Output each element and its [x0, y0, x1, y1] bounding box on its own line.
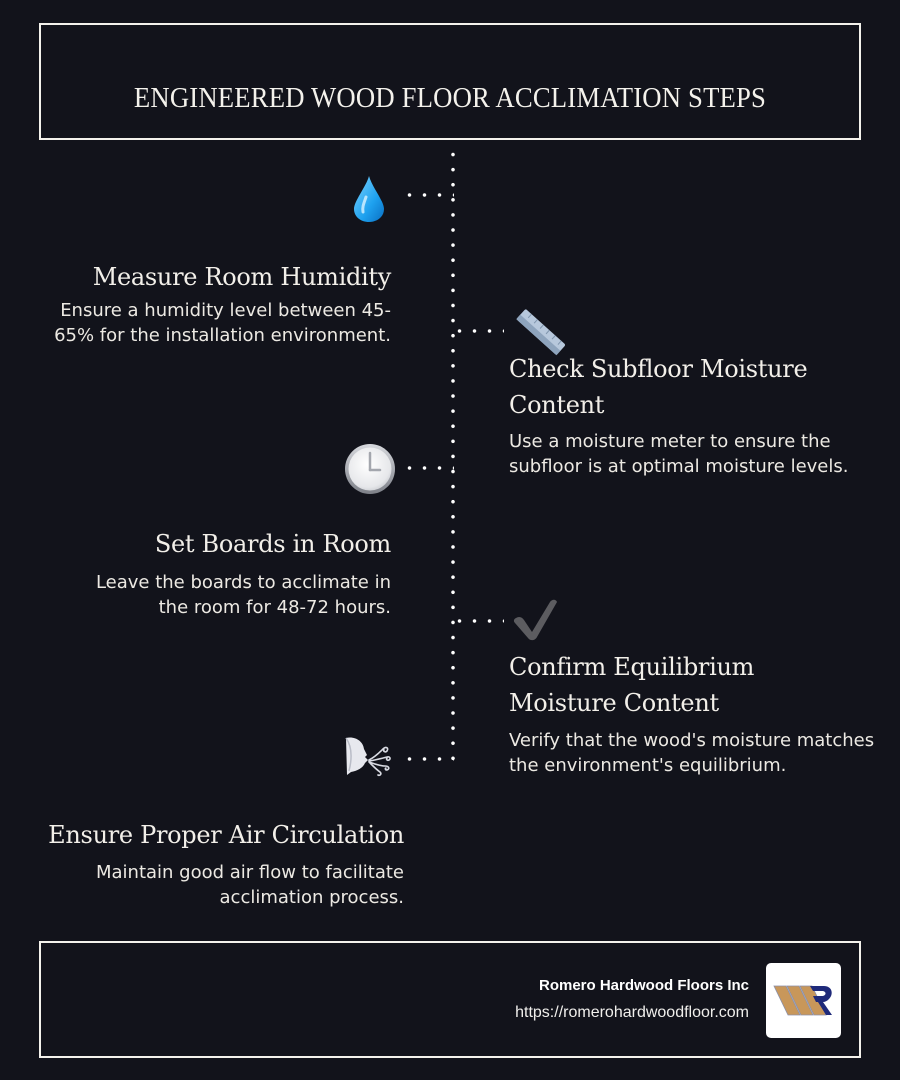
- checkmark-icon: [510, 596, 562, 642]
- step-3-description-line-2: the room for 48-72 hours.: [158, 597, 391, 618]
- timeline-dotted-line: [451, 147, 455, 762]
- step-2-description-line-1: Use a moisture meter to ensure the: [509, 431, 831, 452]
- step-3-description-line-1: Leave the boards to acclimate in: [95, 572, 391, 593]
- step-4-title: [509, 649, 754, 721]
- clock-icon: [344, 443, 396, 495]
- step-1-title: Measure Room Humidity: [92, 263, 391, 291]
- step-5-description-line-2: acclimation process.: [219, 887, 404, 908]
- step-5-description-line-1: Maintain good air flow to facilitate: [95, 862, 404, 883]
- step-4-title-line-1: Confirm Equilibrium: [509, 653, 755, 681]
- step-2-title-line-2: Content: [509, 391, 605, 419]
- step-2-title-line-1: Check Subfloor Moisture: [509, 355, 808, 383]
- step-3-title: Set Boards in Room: [154, 530, 391, 558]
- step-5-title: Ensure Proper Air Circulation: [48, 821, 404, 849]
- connector-step-5: [402, 757, 454, 761]
- company-name: Romero Hardwood Floors Inc: [538, 977, 749, 994]
- connector-step-3: [402, 466, 454, 470]
- water-droplet-icon: [352, 175, 386, 223]
- step-1-description-line-2: 65% for the installation environment.: [54, 325, 391, 346]
- step-4-title-line-2: Moisture Content: [509, 689, 719, 717]
- step-4-description-line-1: Verify that the wood's moisture matches: [509, 730, 875, 751]
- step-4-description: [509, 728, 874, 778]
- company-url-link[interactable]: https://romerohardwoodfloor.com: [515, 1004, 749, 1021]
- connector-step-2: [452, 329, 504, 333]
- step-1-description: [54, 298, 391, 348]
- wind-face-icon: [343, 735, 395, 779]
- connector-step-4: [452, 619, 504, 623]
- page-title: ENGINEERED WOOD FLOOR ACCLIMATION STEPS: [133, 82, 767, 114]
- step-2-description-line-2: subfloor is at optimal moisture levels.: [509, 456, 849, 477]
- step-1-description-line-1: Ensure a humidity level between 45-: [60, 300, 391, 321]
- step-5-description: [96, 860, 404, 910]
- connector-step-1: [402, 193, 454, 197]
- footer-box: [39, 941, 861, 1058]
- step-2-title: [509, 351, 807, 423]
- romero-logo-icon: [766, 963, 841, 1038]
- step-3-description: [96, 570, 391, 620]
- company-logo: [766, 963, 841, 1038]
- header-box: [39, 23, 861, 140]
- step-4-description-line-2: the environment's equilibrium.: [509, 755, 787, 776]
- step-2-description: [509, 429, 849, 479]
